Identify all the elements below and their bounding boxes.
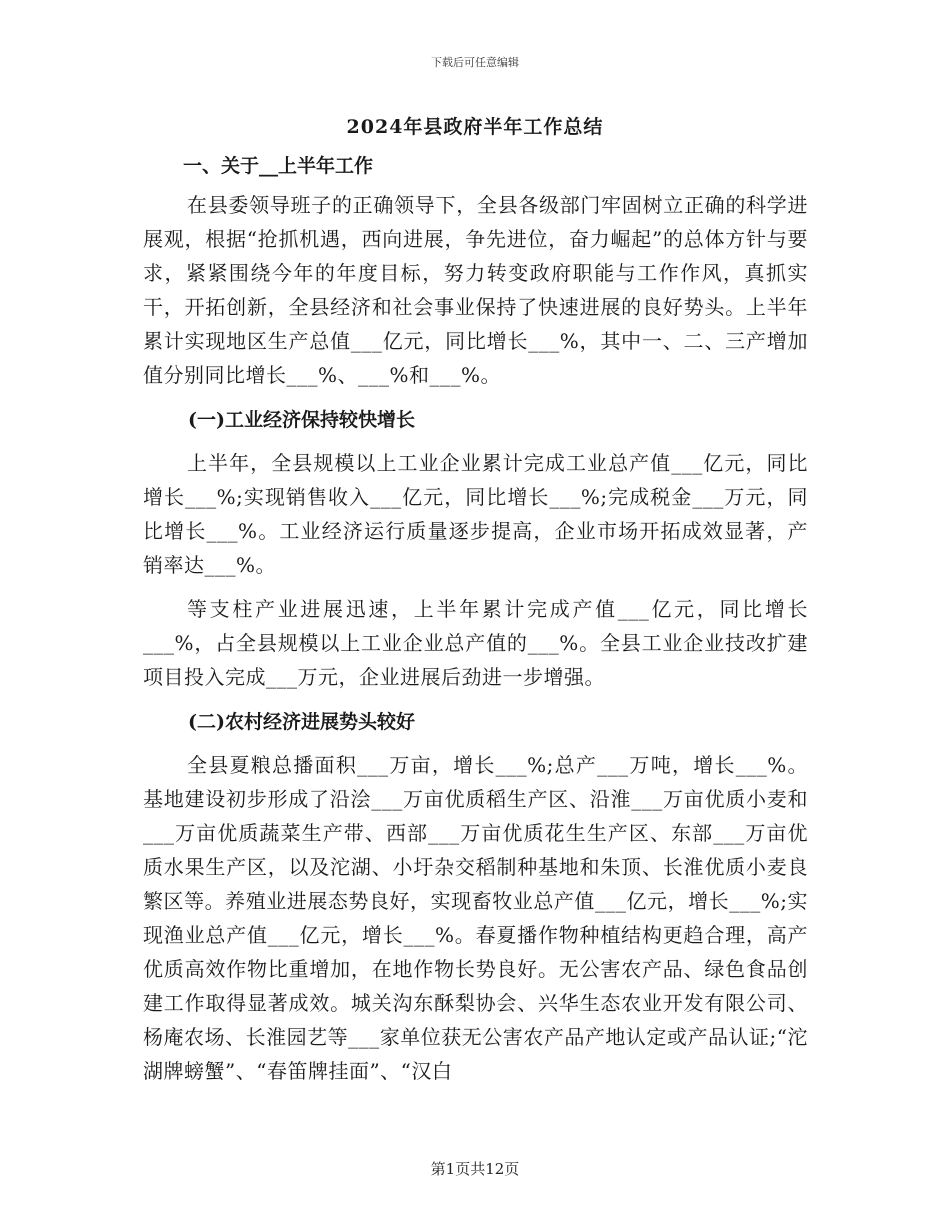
subsection-heading-rural: (二)农村经济进展势头较好 [188, 711, 415, 733]
paragraph-rural: 全县夏粮总播面积___万亩，增长___%;总产___万吨，增长___%。基地建设初步形成了沿浍___万亩优质稻生产区、沿淮___万亩优质小麦和___万亩优质蔬菜生产带、西部___万亩优质花生生产区、东部___万亩优质水果生产区，以及沱湖、小圩杂交稻制种基地和朱顶、长淮优质小麦良繁区等。养殖业进展态势良好，实现畜牧业总产值___亿元，增长___%;实现渔业总产值___亿元，增长___%。春夏播作物种植结构更趋合理，高产优质高效作物比重增加，在地作物长势良好。无公害农产品、绿色食品创建工作取得显著成效。城关沟东酥梨协会、兴华生态农业开发有限公司、杨庵农场、长淮园艺等___家单位获无公害农产品产地认定或产品认证;“沱湖牌螃蟹”、“春笛牌挂面”、“汉白 [143, 753, 808, 1083]
subsection-heading-industry: (一)工业经济保持较快增长 [188, 409, 415, 431]
document-body [143, 148, 808, 1098]
header-note: 下载后可任意编辑 [431, 56, 519, 69]
section-heading: 一、关于__上半年工作 [183, 155, 374, 177]
page-number: 第1页共12页 [430, 1160, 520, 1178]
paragraph-intro: 在县委领导班子的正确领导下，全县各级部门牢固树立正确的科学进展观，根据“抢抓机遇，西向进展，争先进位，奋力崛起”的总体方针与要求，紧紧围绕今年的年度目标，努力转变政府职能与工作作风，真抓实干，开拓创新，全县经济和社会事业保持了快速进展的良好势头。上半年累计实现地区生产总值___亿元，同比增长___%，其中一、二、三产增加值分别同比增长___%、___%和___%。 [143, 193, 808, 387]
paragraph-industry-1: 上半年，全县规模以上工业企业累计完成工业总产值___亿元，同比增长___%;实现销售收入___亿元，同比增长___%;完成税金___万元，同比增长___%。工业经济运行质量逐步提高，企业市场开拓成效显著，产销率达___%。 [143, 451, 808, 577]
document-title: 2024年县政府半年工作总结 [346, 116, 604, 138]
paragraph-industry-2: 等支柱产业进展迅速，上半年累计完成产值___亿元，同比增长___%，占全县规模以上工业企业总产值的___%。全县工业企业技改扩建项目投入完成___万元，企业进展后劲进一步增强。 [143, 597, 808, 689]
